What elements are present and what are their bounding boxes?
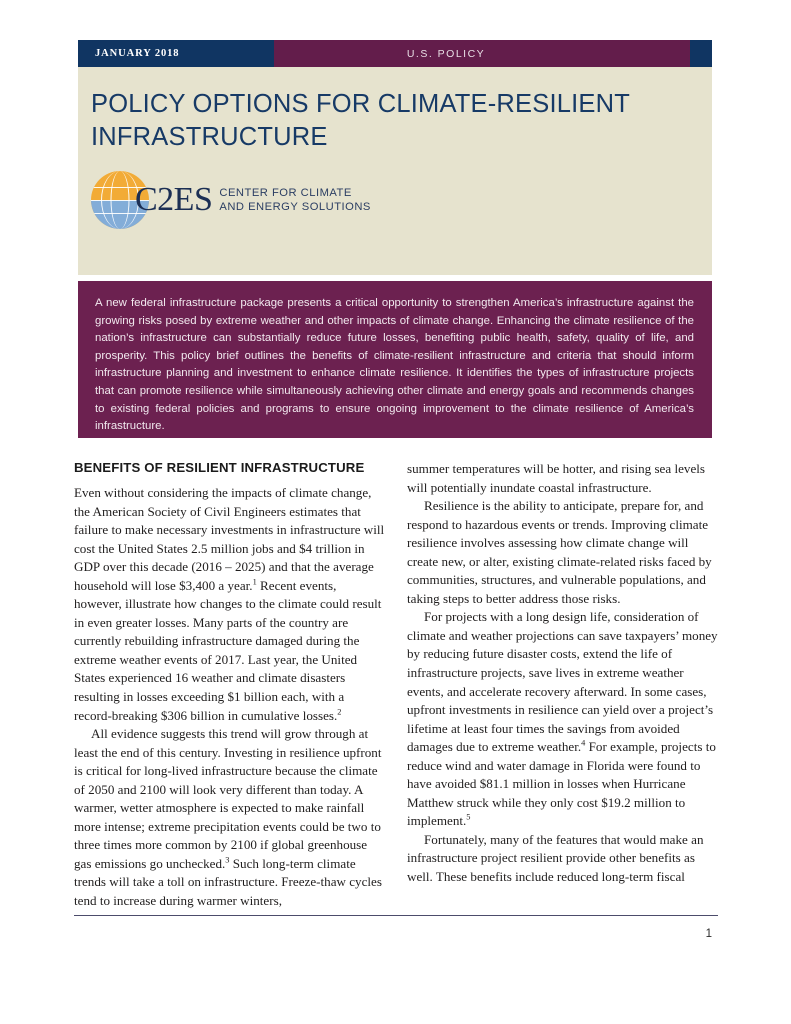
footnote-marker: 2 bbox=[337, 707, 342, 717]
paragraph bbox=[74, 484, 385, 725]
logo-wordmark: C2ES bbox=[135, 181, 213, 218]
title-block bbox=[78, 67, 712, 275]
header-tail-block bbox=[690, 40, 712, 67]
header-date-segment bbox=[78, 40, 274, 67]
left-column bbox=[74, 460, 385, 911]
paragraph-text: Even without considering the impacts of climate change, the American Society of Civil Engineers estimates that failure to make necessary investments in infrastructure will cost the United States 2.5 million jobs and $4 trillion in GDP over this decade (2016 – 2025) and that the average household will lose $3,400 a year. bbox=[74, 485, 385, 593]
paragraph: summer temperatures will be hotter, and rising sea levels will potentially inundate coastal infrastructure. bbox=[407, 461, 705, 495]
footnote-marker: 5 bbox=[466, 813, 471, 823]
abstract-box bbox=[78, 281, 712, 438]
header-date-label: JANUARY 2018 bbox=[95, 48, 180, 59]
paragraph-text: All evidence suggests this trend will grow through at least the end of this century. Investing in resilience upfront is critical for long-lived infrastructure because the climate of 2050 and 2100 will look very different than today. A warmer, wetter atmosphere is expected to make rainfall more intense; extreme precipitation events could be two to three times more common by 2100 if global greenhouse gas emissions go unchecked. bbox=[74, 726, 382, 871]
footnote-marker: 4 bbox=[581, 738, 586, 748]
header-topic-label: U.S. POLICY bbox=[406, 47, 486, 60]
logo-tagline-line1: CENTER FOR CLIMATE bbox=[219, 187, 352, 199]
paragraph-text: Such long-term climate trends will take a toll on infrastructure. Freeze-thaw cycles tend to increase during warmer winters, bbox=[74, 855, 382, 909]
paragraph bbox=[74, 725, 385, 910]
footnote-marker: 1 bbox=[252, 577, 257, 587]
right-column bbox=[407, 460, 718, 911]
c2es-logo bbox=[91, 171, 371, 229]
paragraph: Fortunately, many of the features that would make an infrastructure project resilient provide other benefits as well. These benefits include reduced long-term fiscal bbox=[407, 831, 704, 885]
paragraph: Resilience is the ability to anticipate, prepare for, and respond to hazardous events or trends. Improving climate resilience involves assessing how climate change will create new, or alter, existing climate-related risks faced by communities, structures, and vulnerable populations, and taking steps to better address those risks. bbox=[407, 498, 712, 606]
document-header-bar bbox=[78, 40, 712, 67]
body-columns bbox=[74, 460, 718, 911]
page-number: 1 bbox=[705, 928, 712, 940]
page-title: POLICY OPTIONS FOR CLIMATE-RESILIENT INFRASTRUCTURE bbox=[91, 90, 630, 151]
paragraph bbox=[407, 608, 718, 831]
paragraph-text: Recent events, however, illustrate how changes to the climate could result in even greater losses. Many parts of the country are currently rebuilding infrastructure damaged during the extreme weather events of 2017. Last year, the United States experienced 16 weather and climate disasters resulting in losses exceeding $1 billion each, with a record-breaking $306 billion in cumulative losses. bbox=[74, 577, 382, 723]
section-heading: BENEFITS OF RESILIENT INFRASTRUCTURE bbox=[74, 460, 365, 475]
paragraph-text: For projects with a long design life, consideration of climate and weather projections can save taxpayers’ money by reducing future disaster costs, extend the life of infrastructure projects, save lives in extreme weather events, and accelerate recovery afterward. In some cases, upfront investments in resilience can yield over a project’s lifetime at least four times the savings from avoided damages due to extreme weather. bbox=[407, 609, 718, 755]
header-topic-segment bbox=[274, 40, 690, 67]
paragraph-text: For example, projects to reduce wind and water damage in Florida were found to have avoided $81.1 million in losses when Hurricane Matthew struck while they only cost $19.2 million to implement. bbox=[407, 739, 716, 829]
abstract-text: A new federal infrastructure package presents a critical opportunity to strengthen America’s infrastructure against the growing risks posed by extreme weather and other impacts of climate change. Enhancing the climate resilience of the nation’s infrastructure can substantially reduce future losses, benefiting public health, safety, quality of life, and prosperity. This policy brief outlines the benefits of climate-resilient infrastructure and criteria that should inform infrastructure planning and investment to enhance climate resilience. It identifies the types of infrastructure projects that can promote resilience while simultaneously achieving other climate and energy goals and recommends changes to existing federal policies and programs to ensure ongoing improvement to the climate resilience of America’s infrastructure. bbox=[95, 297, 694, 433]
footer-divider bbox=[74, 915, 718, 916]
logo-tagline bbox=[219, 186, 371, 214]
footnote-marker: 3 bbox=[225, 855, 230, 865]
logo-tagline-line2: AND ENERGY SOLUTIONS bbox=[219, 201, 371, 213]
